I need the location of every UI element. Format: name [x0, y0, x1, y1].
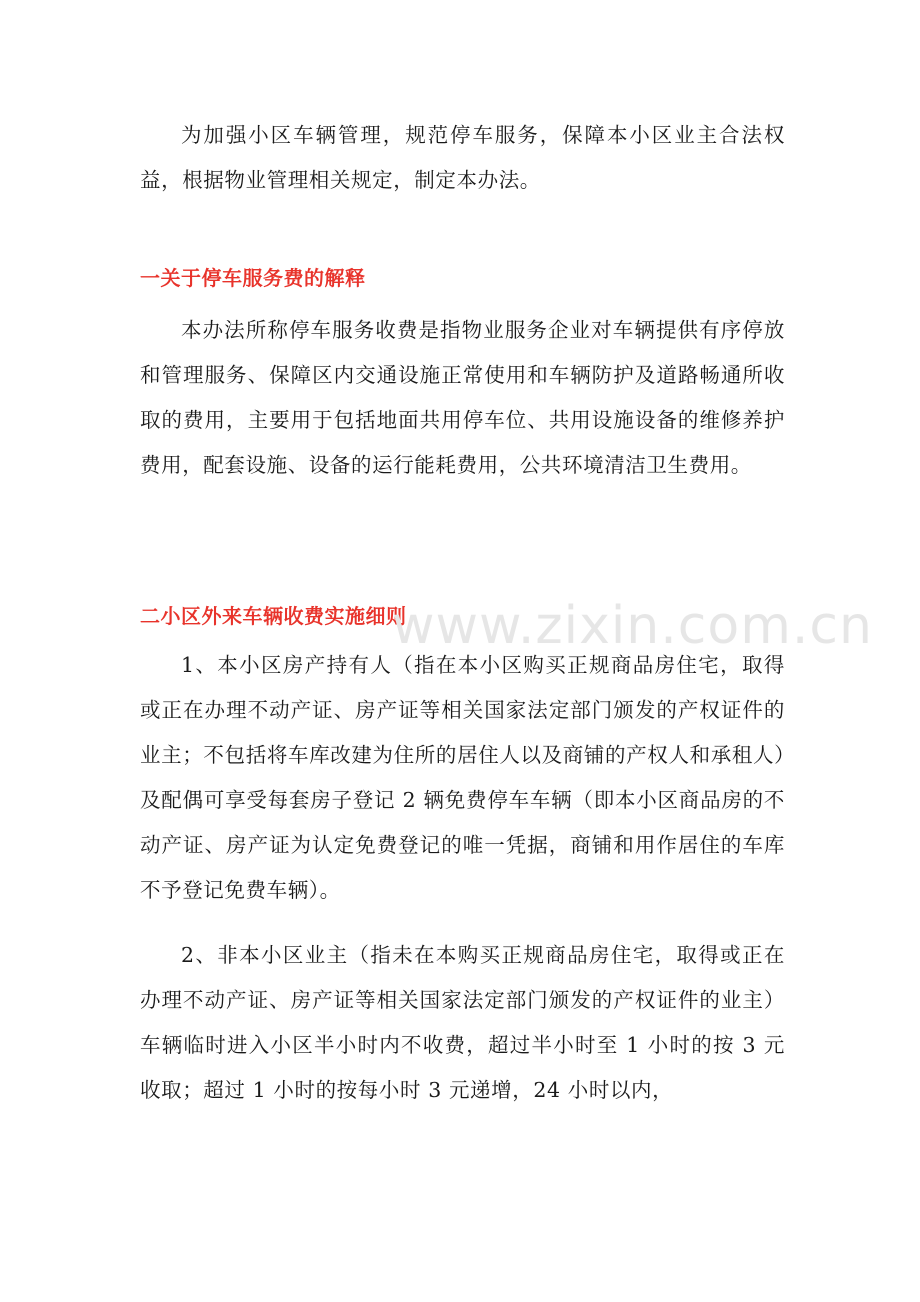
section-1-body: 本办法所称停车服务收费是指物业服务企业对车辆提供有序停放和管理服务、保障区内交通设施正常使用和车辆防护及道路畅通所收取的费用，主要用于包括地面共用停车位、共用设施设备的维修养护费用，配套设施、设备的运行能耗费用，公共环境清洁卫生费用。	[140, 318, 785, 477]
watermark: www.zixin.com.cn	[392, 596, 873, 656]
intro-paragraph: 为加强小区车辆管理，规范停车服务，保障本小区业主合法权益，根据物业管理相关规定，制定本办法。	[140, 123, 785, 192]
section-2-heading: 二小区外来车辆收费实施细则	[140, 604, 407, 628]
section-2-item-2: 2、非本小区业主（指未在本购买正规商品房住宅，取得或正在办理不动产证、房产证等相关国家法定部门颁发的产权证件的业主）车辆临时进入小区半小时内不收费，超过半小时至 1 小时的按 3 元收取；超过 1 小时的按每小时 3 元递增，24 小时以内，	[140, 943, 785, 1102]
section-1-heading: 一关于停车服务费的解释	[140, 266, 366, 290]
section-2-item-1: 1、本小区房产持有人（指在本小区购买正规商品房住宅，取得或正在办理不动产证、房产证等相关国家法定部门颁发的产权证件的业主；不包括将车库改建为住所的居住人以及商铺的产权人和承租人）及配偶可享受每套房子登记 2 辆免费停车车辆（即本小区商品房的不动产证、房产证为认定免费登记的唯一凭据，商铺和用作居住的车库不予登记免费车辆）。	[140, 653, 785, 902]
